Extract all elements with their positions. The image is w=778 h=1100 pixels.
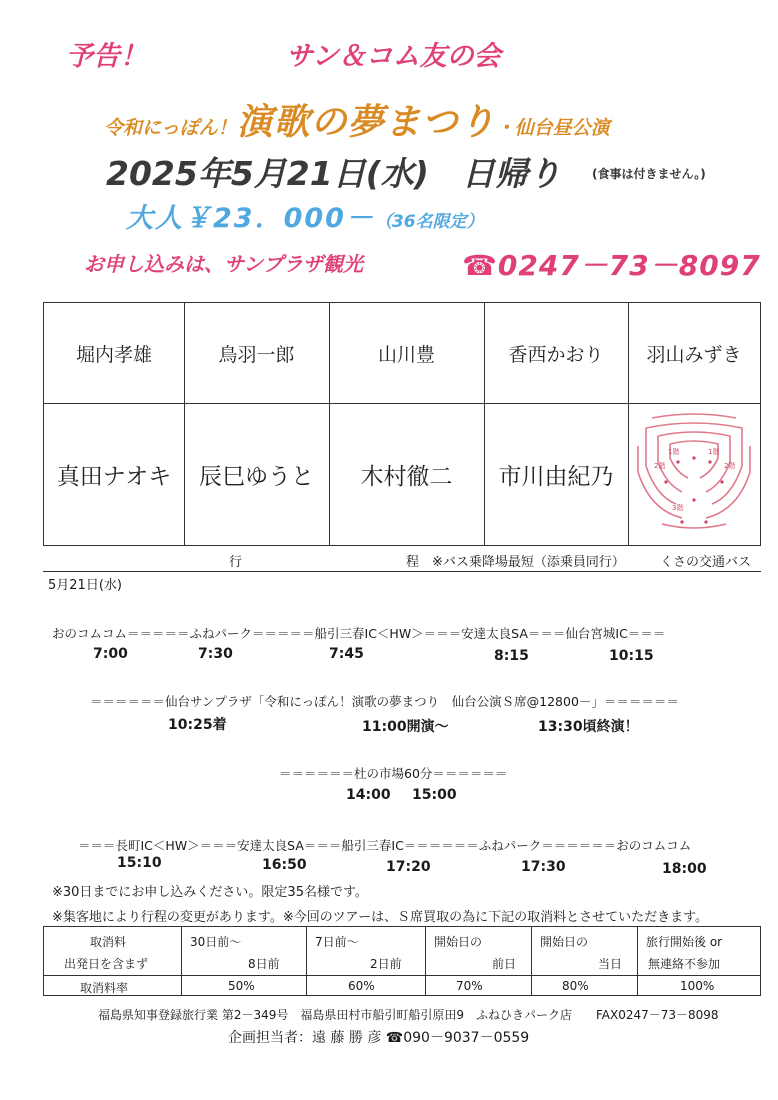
cancel-period-start: 開始日の	[434, 935, 483, 949]
cancel-period-start: 旅行開始後 or	[646, 935, 723, 949]
event-date: 2025年5月21日(水) 日帰り	[106, 154, 561, 193]
seating-chart-icon	[632, 406, 756, 538]
cancel-fee-label: 取消料	[90, 935, 127, 949]
adult-price: 大人￥23．000－	[126, 203, 375, 234]
route-line-3: ＝＝＝＝＝＝杜の市場60分＝＝＝＝＝＝	[279, 766, 508, 781]
performer-grid	[43, 302, 761, 546]
table-divider	[306, 927, 307, 995]
seat-label: 1階	[708, 448, 720, 456]
cancel-period-end: 当日	[598, 957, 623, 971]
bus-company: くさの交通バス	[660, 555, 752, 570]
route-time: 18:00	[662, 861, 707, 877]
performer-name: 辰巳ゆうと	[199, 463, 314, 490]
cancel-rate: 60%	[348, 979, 375, 993]
performer-name: 木村徹二	[360, 463, 453, 490]
route-time: 7:00	[93, 646, 128, 662]
performer-name: 堀内孝雄	[75, 343, 152, 366]
route-time: 11:00開演～	[362, 719, 449, 735]
cancel-period-end: 2日前	[370, 957, 402, 971]
meal-note: (食事は付きません。)	[592, 167, 706, 181]
itinerary-day: 5月21日(水)	[48, 578, 122, 593]
performer-name: 羽山みずき	[646, 343, 742, 366]
cancel-period-start: 7日前～	[315, 935, 359, 949]
price-limit-note: （36名限定）	[374, 212, 484, 232]
route-time: 7:30	[198, 646, 233, 662]
cancel-period-end: 8日前	[248, 957, 280, 971]
seat-label: 2階	[654, 462, 666, 470]
route-time: 15:10	[117, 855, 162, 871]
cancel-fee-sublabel: 出発日を含まず	[64, 957, 149, 971]
agency-registration: 福島県知事登録旅行業 第2－349号 福島県田村市船引町船引原田9 ふねひきパーク店 FAX0247－73－8098	[98, 1008, 719, 1022]
route-time: 17:20	[386, 859, 431, 875]
application-deadline-note: ※30日までにお申し込みください。限定35名様です。	[52, 885, 368, 900]
route-line-1: おのコムコム＝＝＝＝＝ふねパーク＝＝＝＝＝船引三春IC＜HW＞＝＝＝安達太良SA＝＝＝仙台宮城IC＝＝＝	[52, 626, 666, 641]
route-time: 16:50	[262, 857, 307, 873]
cancel-rate-label: 取消料率	[80, 981, 129, 995]
cancel-rate: 80%	[562, 979, 589, 993]
cancel-rate: 50%	[228, 979, 255, 993]
performer-name: 鳥羽一郎	[218, 343, 295, 366]
phone-number: ☎0247－73－8097	[462, 249, 761, 282]
event-suffix: ・仙台昼公演	[495, 117, 610, 139]
cancel-period-start: 30日前～	[190, 935, 242, 949]
notice-label: 予告！	[66, 41, 147, 72]
performer-name: 香西かおり	[508, 343, 604, 366]
cancel-rate: 100%	[680, 979, 715, 993]
route-time: 14:00	[346, 787, 391, 803]
seat-label: 2階	[724, 462, 736, 470]
route-time: 8:15	[494, 648, 529, 664]
performer-name: 山川豊	[377, 343, 435, 366]
performer-name: 市川由紀乃	[498, 463, 614, 490]
route-time: 15:00	[412, 787, 457, 803]
table-divider	[637, 927, 638, 995]
cancel-period-end: 前日	[492, 957, 517, 971]
section-divider	[43, 571, 761, 572]
route-time: 10:25着	[168, 717, 227, 733]
price	[126, 196, 484, 235]
route-time: 17:30	[521, 859, 566, 875]
cancel-period-end: 無連絡不参加	[648, 957, 721, 971]
event-prefix: 令和にっぽん！	[104, 117, 237, 139]
performer-name: 真田ナオキ	[56, 463, 172, 490]
itinerary-heading: 程	[406, 555, 420, 570]
seat-label: 3階	[672, 504, 684, 512]
table-divider	[181, 927, 182, 995]
change-notice: ※集客地により行程の変更があります。※今回のツアーは、Ｓ席買取の為に下記の取消料とさせていただきます。	[52, 910, 709, 925]
route-time: 10:15	[609, 648, 654, 664]
seat-label: 1階	[668, 448, 680, 456]
table-divider	[425, 927, 426, 995]
table-divider	[44, 975, 760, 976]
apply-text: お申し込みは、サンプラザ観光	[84, 252, 363, 276]
route-line-2: ＝＝＝＝＝＝仙台サンプラザ「令和にっぽん！演歌の夢まつり 仙台公演Ｓ席@12800－」＝＝＝＝＝＝	[90, 694, 679, 709]
bus-boarding-note: ※バス乗降場最短（添乗員同行）	[432, 555, 625, 570]
event-main-title: 演歌の夢まつり	[236, 102, 496, 143]
table-divider	[531, 927, 532, 995]
route-time: 13:30頃終演！	[538, 719, 639, 735]
event-title	[104, 94, 610, 145]
cancel-period-start: 開始日の	[540, 935, 589, 949]
route-time: 7:45	[329, 646, 364, 662]
club-name: サン＆コム友の会	[286, 41, 501, 72]
cancellation-table	[43, 926, 761, 996]
itinerary-heading: 行	[229, 555, 243, 570]
planner-contact: 企画担当者：遠 藤 勝 彦 ☎090－9037－0559	[228, 1030, 530, 1046]
route-line-4: ＝＝＝長町IC＜HW＞＝＝＝安達太良SA＝＝＝船引三春IC＝＝＝＝＝＝ふねパーク＝＝＝＝＝＝おのコムコム	[78, 838, 692, 853]
cancel-rate: 70%	[456, 979, 483, 993]
